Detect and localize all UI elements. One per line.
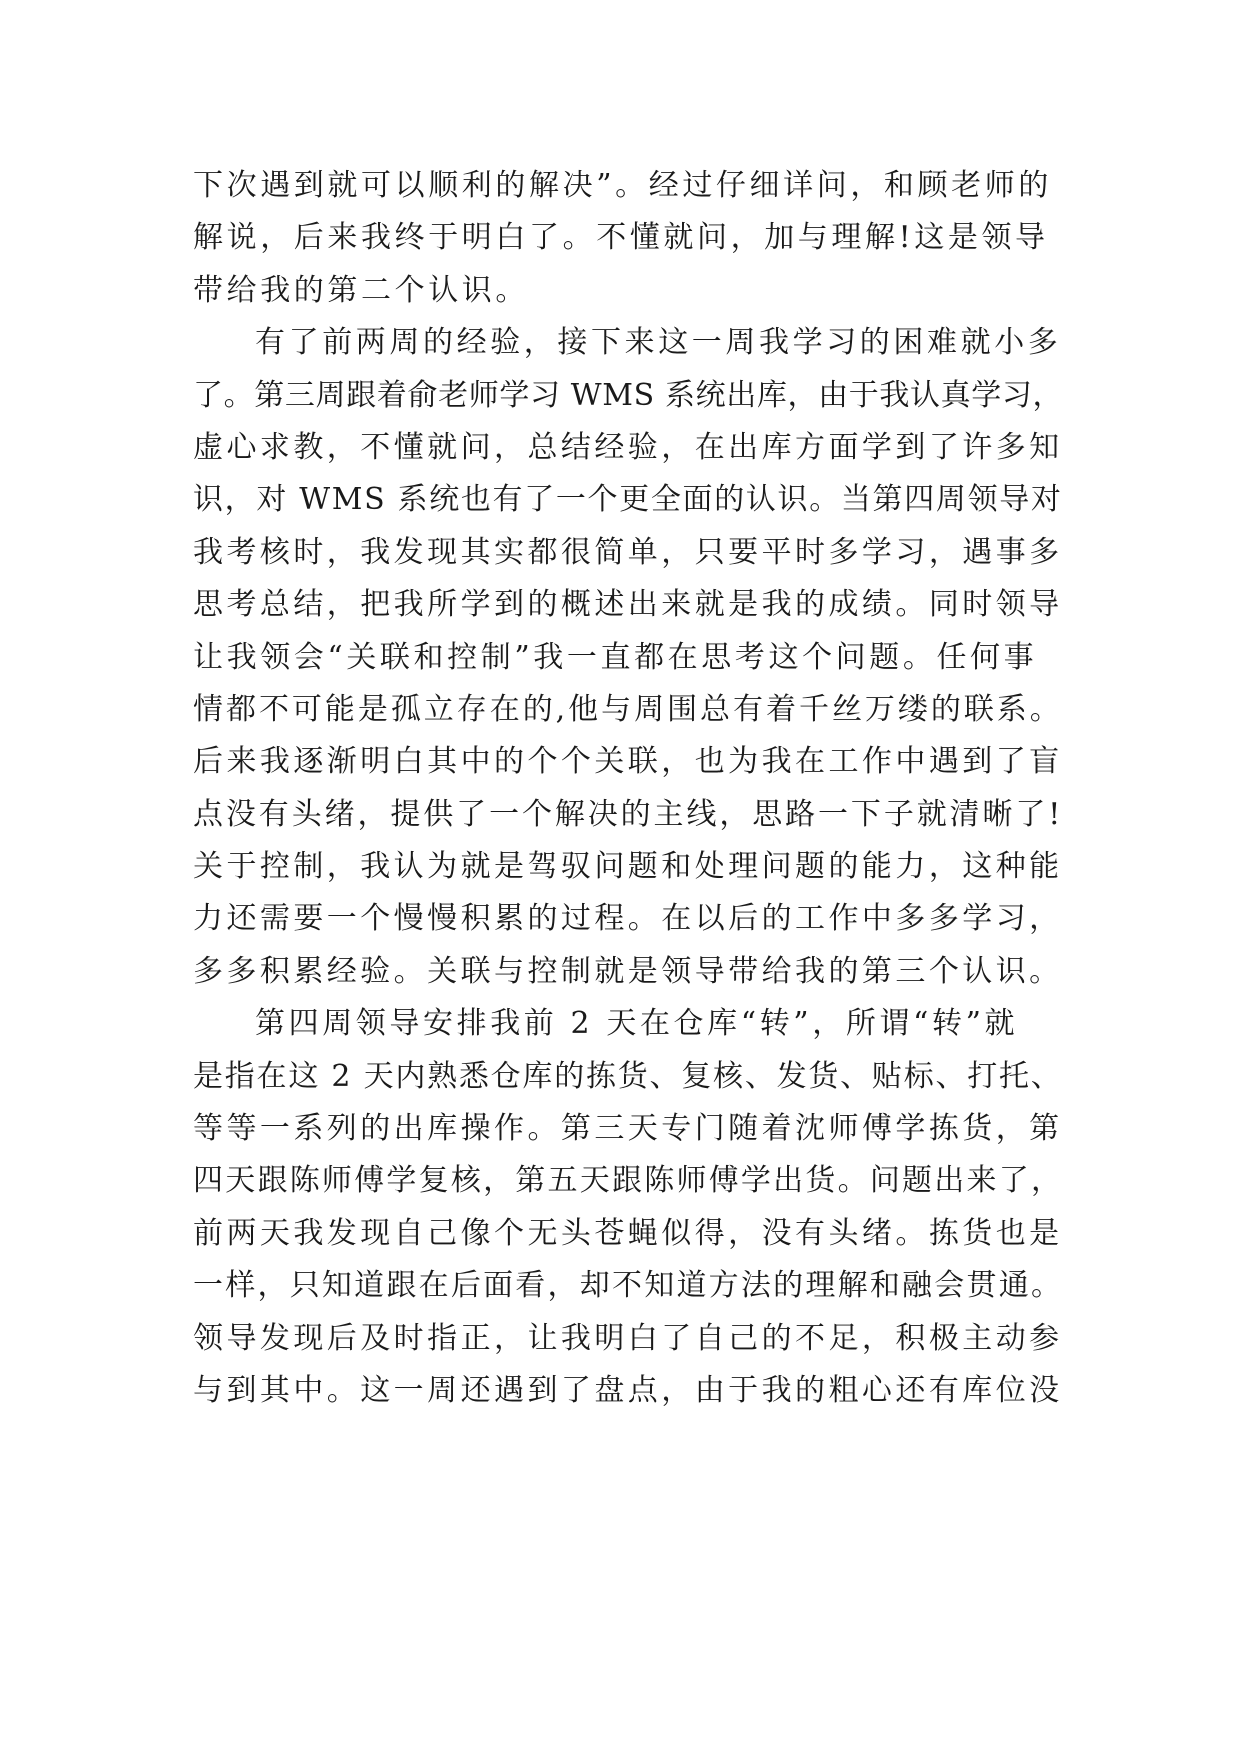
text-line: 与到其中。这一周还遇到了盘点，由于我的粗心还有库位没	[193, 1372, 1063, 1408]
text-line: 带给我的第二个认识。	[193, 272, 529, 308]
text-line: 四天跟陈师傅学复核，第五天跟陈师傅学出货。问题出来了，	[193, 1163, 1064, 1199]
text-line: 虚心求教，不懂就问，总结经验，在出库方面学到了许多知	[193, 429, 1063, 465]
text-line: 多多积累经验。关联与控制就是领导带给我的第三个认识。	[193, 953, 1063, 989]
text-line: 一样，只知道跟在后面看，却不知道方法的理解和融会贯通。	[193, 1268, 1064, 1304]
text-line: 让我领会“关联和控制”我一直都在思考这个问题。任何事	[193, 639, 1038, 675]
paragraph-first-line: 第四周领导安排我前 2 天在仓库“转”，所谓“转”就	[255, 1006, 1019, 1042]
text-line: 是指在这 2 天内熟悉仓库的拣货、复核、发货、贴标、打托、	[193, 1058, 1063, 1094]
text-line: 了。第三周跟着俞老师学习 WMS 系统出库，由于我认真学习，	[193, 377, 1064, 413]
text-line: 解说，后来我终于明白了。不懂就问，加与理解!这是领导	[193, 220, 1049, 256]
text-line: 识，对 WMS 系统也有了一个更全面的认识。当第四周领导对	[193, 482, 1063, 518]
body-text	[193, 160, 1063, 1417]
text-line: 点没有头绪，提供了一个解决的主线，思路一下子就清晰了!	[193, 796, 1064, 832]
text-line: 思考总结，把我所学到的概述出来就是我的成绩。同时领导	[193, 587, 1063, 623]
paragraph-first-line: 有了前两周的经验，接下来这一周我学习的困难就小多	[255, 325, 1062, 361]
text-line: 领导发现后及时指正，让我明白了自己的不足，积极主动参	[193, 1320, 1063, 1356]
text-line: 后来我逐渐明白其中的个个关联，也为我在工作中遇到了盲	[193, 744, 1063, 780]
text-line: 情都不可能是孤立存在的,他与周围总有着千丝万缕的联系。	[193, 691, 1063, 727]
text-line: 前两天我发现自己像个无头苍蝇似得，没有头绪。拣货也是	[193, 1215, 1063, 1251]
text-line: 我考核时，我发现其实都很简单，只要平时多学习，遇事多	[193, 534, 1063, 570]
text-line: 下次遇到就可以顺利的解决”。经过仔细详问，和顾老师的	[193, 168, 1052, 203]
text-line: 关于控制，我认为就是驾驭问题和处理问题的能力，这种能	[193, 849, 1063, 885]
text-line: 等等一系列的出库操作。第三天专门随着沈师傅学拣货，第	[193, 1111, 1063, 1147]
text-line: 力还需要一个慢慢积累的过程。在以后的工作中多多学习，	[193, 901, 1063, 937]
